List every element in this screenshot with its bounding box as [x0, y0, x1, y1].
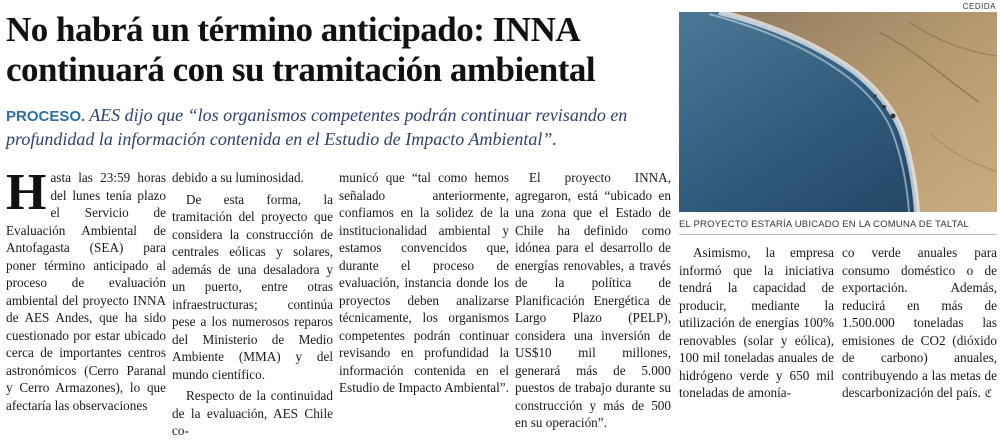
caption-divider — [679, 234, 997, 235]
lead-paragraph — [6, 104, 666, 151]
coastline-photo — [679, 12, 997, 212]
kicker: PROCESO. — [6, 108, 86, 125]
body-paragraph: El proyecto INNA, agregaron, está “ubicado en una zona que el Estado de Chile ha definido como idónea para el desarrollo de energías renovables, a través de la política de Planificación Energética de Largo Plazo (PELP), considera una inversión de US$10 mil millones, generará más de 5.000 puestos de trabajo durante su construcción y más de 500 en su operación”. — [515, 170, 671, 430]
body-paragraph: asta las 23:59 horas del lunes tenía plazo el Servicio de Evaluación Ambiental de Antofagasta (SEA) para poner término anticipado al proceso de evaluación ambiental del proyecto INNA de AES Andes, que ha sido cuestionado por estar ubicado cerca de importantes centros astronómicos (Cerro Paranal y Cerro Armazones), lo que afectaría las observaciones — [6, 170, 166, 413]
body-paragraph: Respecto de la continuidad de la evaluación, AES Chile co- — [172, 388, 333, 438]
body-paragraph: municó que “tal como hemos señalado anteriormente, confiamos en la solidez de la institucionalidad ambiental y estamos convencidos que, durante el proceso de evaluación, instancia donde los proyectos deben analizarse técnicamente, los organismos competentes podrán continuar revisando en profundidad la información contenida en el Estudio de Impacto Ambiental”. — [339, 170, 509, 395]
article-column-3 — [339, 169, 509, 397]
body-paragraph: De esta forma, la tramitación del proyecto que considera la construcción de centrales eólicas y solares, además de una desaladora y un puerto, entre otras infraestructuras; continúa pese a los numerosos reparos del Ministerio de Medio Ambiente (MMA) y del mundo científico. — [172, 191, 333, 382]
article-column-2 — [172, 169, 333, 440]
coastline-image — [679, 12, 997, 212]
lead-text: AES dijo que “los organismos competentes podrán continuar revisando en profundidad la información contenida en el Estudio de Impacto Ambiental”. — [6, 105, 628, 149]
article-column-4 — [515, 169, 671, 432]
article-column-5 — [679, 244, 834, 402]
body-paragraph — [842, 244, 997, 403]
photo-caption: EL PROYECTO ESTARÍA UBICADO EN LA COMUNA DE TALTAL — [679, 219, 969, 230]
end-mark-icon: ℭ — [984, 387, 993, 400]
body-paragraph: Asimismo, la empresa informó que la iniciativa tendrá la capacidad de producir, mediante la utilización de energías 100% renovables (solar y eólica), 100 mil toneladas anuales de hidrógeno verde y 650 mil toneladas de amonía- — [679, 245, 834, 400]
article-column-6 — [842, 244, 997, 403]
article-column-1 — [6, 164, 166, 414]
body-paragraph: debido a su luminosidad. — [172, 170, 304, 185]
photo-credit: CEDIDA — [962, 2, 996, 11]
body-paragraph-text: co verde anuales para consumo doméstico o de exportación. Además, reducirá en más de 1.500.000 toneladas las emisiones de CO2 (dióxido de carbono) anuales, contribuyendo a las metas de descarbonización del país. — [842, 245, 997, 400]
headline: No habrá un término anticipado: INNA continuará con su tramitación ambiental — [6, 10, 596, 89]
dropcap: H — [6, 164, 47, 221]
